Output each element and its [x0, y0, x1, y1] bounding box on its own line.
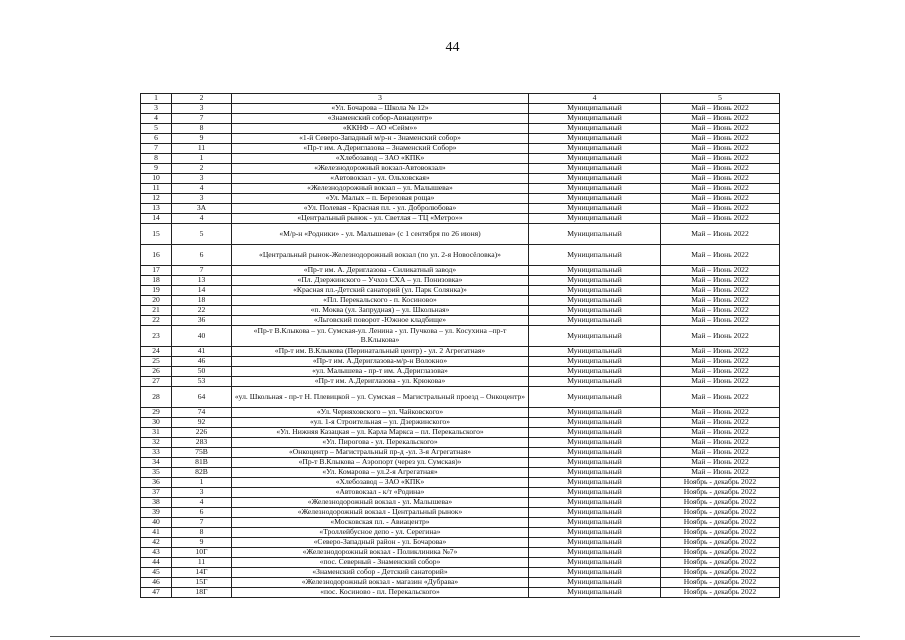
route-number-cell: 10Г [172, 548, 232, 558]
route-type-cell: Муниципальный [529, 468, 661, 478]
route-name-cell: «Знаменский собор - Детский санаторий» [232, 568, 529, 578]
row-index-cell: 8 [141, 154, 172, 164]
period-cell: Май – Июнь 2022 [661, 448, 780, 458]
table-header [141, 94, 780, 104]
period-cell: Ноябрь - декабрь 2022 [661, 568, 780, 578]
route-number-cell: 11 [172, 144, 232, 154]
route-name-cell: «ул. Школьная - пр-т Н. Плевицкой – ул. Сумская – Магистральный проезд – Онкоцентр» [232, 387, 529, 408]
route-name-cell: «Пр-т им. В.Клыкова (Перинатальный центр) - ул. 2 Агрегатная» [232, 347, 529, 357]
table-row [141, 588, 780, 598]
row-index-cell: 21 [141, 306, 172, 316]
row-index-cell: 11 [141, 184, 172, 194]
route-type-cell: Муниципальный [529, 498, 661, 508]
route-name-cell: «Автовокзал - к/т «Родина» [232, 488, 529, 498]
route-type-cell: Муниципальный [529, 326, 661, 347]
route-number-cell: 3 [172, 174, 232, 184]
period-cell: Ноябрь - декабрь 2022 [661, 518, 780, 528]
route-name-cell: «Северо-Западный район - ул. Бочарова» [232, 538, 529, 548]
route-type-cell: Муниципальный [529, 568, 661, 578]
route-name-cell: «Железнодорожный вокзал-Автовокзал» [232, 164, 529, 174]
row-index-cell: 47 [141, 588, 172, 598]
route-type-cell: Муниципальный [529, 164, 661, 174]
route-number-cell: 4 [172, 214, 232, 224]
route-type-cell: Муниципальный [529, 276, 661, 286]
route-type-cell: Муниципальный [529, 144, 661, 154]
table-body [141, 104, 780, 598]
route-type-cell: Муниципальный [529, 548, 661, 558]
table-row [141, 194, 780, 204]
route-number-cell: 6 [172, 245, 232, 266]
row-index-cell: 33 [141, 448, 172, 458]
route-number-cell: 82В [172, 468, 232, 478]
route-number-cell: 41 [172, 347, 232, 357]
table-row [141, 316, 780, 326]
route-name-cell: «Ул. Нижняя Казацкая – ул. Карла Маркса – пл. Перекальского» [232, 428, 529, 438]
period-cell: Ноябрь - декабрь 2022 [661, 498, 780, 508]
period-cell: Май – Июнь 2022 [661, 224, 780, 245]
period-cell: Май – Июнь 2022 [661, 164, 780, 174]
route-number-cell: 36 [172, 316, 232, 326]
route-type-cell: Муниципальный [529, 286, 661, 296]
route-type-cell: Муниципальный [529, 458, 661, 468]
period-cell: Май – Июнь 2022 [661, 468, 780, 478]
table-row [141, 224, 780, 245]
route-type-cell: Муниципальный [529, 204, 661, 214]
period-cell: Ноябрь - декабрь 2022 [661, 508, 780, 518]
period-cell: Май – Июнь 2022 [661, 408, 780, 418]
period-cell: Ноябрь - декабрь 2022 [661, 538, 780, 548]
period-cell: Май – Июнь 2022 [661, 367, 780, 377]
table-row [141, 184, 780, 194]
route-type-cell: Муниципальный [529, 578, 661, 588]
row-index-cell: 20 [141, 296, 172, 306]
table-row [141, 458, 780, 468]
row-index-cell: 4 [141, 114, 172, 124]
row-index-cell: 15 [141, 224, 172, 245]
route-number-cell: 226 [172, 428, 232, 438]
route-type-cell: Муниципальный [529, 306, 661, 316]
route-number-cell: 6 [172, 508, 232, 518]
period-cell: Май – Июнь 2022 [661, 134, 780, 144]
table-row [141, 214, 780, 224]
table-row [141, 367, 780, 377]
period-cell: Май – Июнь 2022 [661, 326, 780, 347]
table-row [141, 286, 780, 296]
route-number-cell: 1 [172, 154, 232, 164]
table-row [141, 296, 780, 306]
period-cell: Май – Июнь 2022 [661, 276, 780, 286]
route-name-cell: «пос. Косиново - пл. Перекальского» [232, 588, 529, 598]
table-row [141, 408, 780, 418]
route-number-cell: 13 [172, 276, 232, 286]
route-number-cell: 53 [172, 377, 232, 387]
table-row [141, 164, 780, 174]
route-type-cell: Муниципальный [529, 224, 661, 245]
table-row [141, 538, 780, 548]
page-number: 44 [445, 40, 460, 55]
route-name-cell: «Троллейбусное депо - ул. Серегина» [232, 528, 529, 538]
period-cell: Май – Июнь 2022 [661, 418, 780, 428]
row-index-cell: 29 [141, 408, 172, 418]
route-type-cell: Муниципальный [529, 528, 661, 538]
route-number-cell: 4 [172, 498, 232, 508]
route-name-cell: «Железнодорожный вокзал – ул. Малышева» [232, 184, 529, 194]
route-name-cell: «Пр-т им. А.Дериглазова – Знаменский Собор» [232, 144, 529, 154]
route-type-cell: Муниципальный [529, 377, 661, 387]
table-row [141, 418, 780, 428]
route-number-cell: 8 [172, 124, 232, 134]
header-col-3: 3 [232, 94, 529, 104]
row-index-cell: 24 [141, 347, 172, 357]
period-cell: Май – Июнь 2022 [661, 316, 780, 326]
table-row [141, 245, 780, 266]
row-index-cell: 40 [141, 518, 172, 528]
period-cell: Ноябрь - декабрь 2022 [661, 588, 780, 598]
row-index-cell: 12 [141, 194, 172, 204]
period-cell: Май – Июнь 2022 [661, 144, 780, 154]
route-type-cell: Муниципальный [529, 134, 661, 144]
route-name-cell: «Ул. Малых – п. Березовая роща» [232, 194, 529, 204]
period-cell: Май – Июнь 2022 [661, 174, 780, 184]
route-type-cell: Муниципальный [529, 104, 661, 114]
table-row [141, 114, 780, 124]
route-name-cell: «Ул. Полевая - Красная пл. - ул. Добролюбова» [232, 204, 529, 214]
table-row [141, 478, 780, 488]
route-number-cell: 75В [172, 448, 232, 458]
route-name-cell: «Ул. Комарова – ул.2-я Агрегатная» [232, 468, 529, 478]
route-name-cell: «М/р-н «Родники» - ул. Малышева» (с 1 сентября по 26 июня) [232, 224, 529, 245]
route-name-cell: «ул. Малышева - пр-т им. А.Дериглазова» [232, 367, 529, 377]
row-index-cell: 17 [141, 266, 172, 276]
route-type-cell: Муниципальный [529, 538, 661, 548]
route-name-cell: «Центральный рынок-Железнодорожный вокзал (по ул. 2-я Новосёловка)» [232, 245, 529, 266]
route-number-cell: 14Г [172, 568, 232, 578]
route-type-cell: Муниципальный [529, 448, 661, 458]
table-row [141, 428, 780, 438]
route-name-cell: «Красная пл.-Детский санаторий (ул. Парк Солянка)» [232, 286, 529, 296]
row-index-cell: 22 [141, 316, 172, 326]
row-index-cell: 28 [141, 387, 172, 408]
table-row [141, 347, 780, 357]
table-row [141, 548, 780, 558]
row-index-cell: 25 [141, 357, 172, 367]
period-cell: Май – Июнь 2022 [661, 194, 780, 204]
row-index-cell: 35 [141, 468, 172, 478]
route-type-cell: Муниципальный [529, 588, 661, 598]
period-cell: Май – Июнь 2022 [661, 124, 780, 134]
period-cell: Ноябрь - декабрь 2022 [661, 478, 780, 488]
route-name-cell: «Железнодорожный вокзал - Поликлиника №7» [232, 548, 529, 558]
route-name-cell: «Ул. Черняховского – ул. Чайковского» [232, 408, 529, 418]
route-type-cell: Муниципальный [529, 367, 661, 377]
row-index-cell: 18 [141, 276, 172, 286]
route-name-cell: «Онкоцентр – Магистральный пр-д -ул. 3-я Агрегатная» [232, 448, 529, 458]
route-type-cell: Муниципальный [529, 124, 661, 134]
route-number-cell: 7 [172, 114, 232, 124]
row-index-cell: 9 [141, 164, 172, 174]
table-row [141, 306, 780, 316]
route-name-cell: «Железнодорожный вокзал - ул. Малышева» [232, 498, 529, 508]
period-cell: Ноябрь - декабрь 2022 [661, 578, 780, 588]
period-cell: Май – Июнь 2022 [661, 266, 780, 276]
route-number-cell: 22 [172, 306, 232, 316]
period-cell: Май – Июнь 2022 [661, 296, 780, 306]
route-name-cell: «Пр-т им. А. Дериглазова - Силикатный завод» [232, 266, 529, 276]
route-type-cell: Муниципальный [529, 488, 661, 498]
table-row [141, 488, 780, 498]
table-row [141, 204, 780, 214]
route-type-cell: Муниципальный [529, 438, 661, 448]
route-name-cell: «Пр-т им. А.Дериглазова - ул. Крюкова» [232, 377, 529, 387]
row-index-cell: 10 [141, 174, 172, 184]
route-type-cell: Муниципальный [529, 114, 661, 124]
row-index-cell: 30 [141, 418, 172, 428]
row-index-cell: 37 [141, 488, 172, 498]
route-number-cell: 15Г [172, 578, 232, 588]
row-index-cell: 6 [141, 134, 172, 144]
period-cell: Ноябрь - декабрь 2022 [661, 528, 780, 538]
route-type-cell: Муниципальный [529, 245, 661, 266]
route-number-cell: 18Г [172, 588, 232, 598]
table-row [141, 266, 780, 276]
period-cell: Май – Июнь 2022 [661, 114, 780, 124]
row-index-cell: 41 [141, 528, 172, 538]
route-name-cell: «Пл. Перекальского - п. Косиново» [232, 296, 529, 306]
period-cell: Май – Июнь 2022 [661, 306, 780, 316]
route-number-cell: 92 [172, 418, 232, 428]
row-index-cell: 36 [141, 478, 172, 488]
route-type-cell: Муниципальный [529, 408, 661, 418]
route-number-cell: 7 [172, 266, 232, 276]
period-cell: Май – Июнь 2022 [661, 357, 780, 367]
route-number-cell: 3 [172, 104, 232, 114]
route-type-cell: Муниципальный [529, 174, 661, 184]
table-row [141, 154, 780, 164]
row-index-cell: 26 [141, 367, 172, 377]
route-type-cell: Муниципальный [529, 478, 661, 488]
route-number-cell: 50 [172, 367, 232, 377]
table-row [141, 498, 780, 508]
route-type-cell: Муниципальный [529, 184, 661, 194]
table-row [141, 568, 780, 578]
period-cell: Май – Июнь 2022 [661, 286, 780, 296]
route-number-cell: 14 [172, 286, 232, 296]
period-cell: Май – Июнь 2022 [661, 104, 780, 114]
route-name-cell: «Ул. Бочарова – Школа № 12» [232, 104, 529, 114]
route-number-cell: 4 [172, 184, 232, 194]
table-row [141, 558, 780, 568]
route-name-cell: «Знаменский собор-Авиацентр» [232, 114, 529, 124]
route-type-cell: Муниципальный [529, 266, 661, 276]
route-type-cell: Муниципальный [529, 316, 661, 326]
route-type-cell: Муниципальный [529, 194, 661, 204]
route-name-cell: «Московская пл. - Авиацентр» [232, 518, 529, 528]
header-col-5: 5 [661, 94, 780, 104]
period-cell: Май – Июнь 2022 [661, 214, 780, 224]
row-index-cell: 44 [141, 558, 172, 568]
row-index-cell: 38 [141, 498, 172, 508]
route-number-cell: 8 [172, 528, 232, 538]
period-cell: Май – Июнь 2022 [661, 438, 780, 448]
route-name-cell: «пос. Северный - Знаменский собор» [232, 558, 529, 568]
route-name-cell: «Хлебозавод – ЗАО «КПК» [232, 154, 529, 164]
route-type-cell: Муниципальный [529, 357, 661, 367]
period-cell: Май – Июнь 2022 [661, 154, 780, 164]
route-number-cell: 11 [172, 558, 232, 568]
row-index-cell: 3 [141, 104, 172, 114]
route-number-cell: 1 [172, 478, 232, 488]
row-index-cell: 45 [141, 568, 172, 578]
route-number-cell: 46 [172, 357, 232, 367]
route-number-cell: 40 [172, 326, 232, 347]
route-number-cell: 9 [172, 134, 232, 144]
row-index-cell: 42 [141, 538, 172, 548]
route-name-cell: «Железнодорожный вокзал - магазин «Дубрава» [232, 578, 529, 588]
route-name-cell: «Льговский поворот -Южное кладбище» [232, 316, 529, 326]
period-cell: Май – Июнь 2022 [661, 387, 780, 408]
row-index-cell: 39 [141, 508, 172, 518]
table-row [141, 508, 780, 518]
route-name-cell: «Ул. Пирогова - ул. Перекальского» [232, 438, 529, 448]
header-col-1: 1 [141, 94, 172, 104]
route-number-cell: 5 [172, 224, 232, 245]
table-row [141, 438, 780, 448]
period-cell: Май – Июнь 2022 [661, 204, 780, 214]
period-cell: Ноябрь - декабрь 2022 [661, 558, 780, 568]
route-number-cell: 2 [172, 164, 232, 174]
route-type-cell: Муниципальный [529, 154, 661, 164]
route-name-cell: «п. Моква (ул. Запрудная) – ул. Школьная» [232, 306, 529, 316]
page-bottom-rule [50, 636, 860, 637]
row-index-cell: 46 [141, 578, 172, 588]
route-type-cell: Муниципальный [529, 347, 661, 357]
route-name-cell: «Пр-т им. А.Дериглазова-м/р-н Волокно» [232, 357, 529, 367]
route-type-cell: Муниципальный [529, 387, 661, 408]
table-row [141, 326, 780, 347]
table-row [141, 578, 780, 588]
row-index-cell: 34 [141, 458, 172, 468]
route-number-cell: 7 [172, 518, 232, 528]
period-cell: Ноябрь - декабрь 2022 [661, 488, 780, 498]
route-type-cell: Муниципальный [529, 508, 661, 518]
route-name-cell: «ККНФ – АО «Сейм»» [232, 124, 529, 134]
table-row [141, 134, 780, 144]
route-type-cell: Муниципальный [529, 418, 661, 428]
route-number-cell: 3 [172, 488, 232, 498]
route-type-cell: Муниципальный [529, 214, 661, 224]
route-type-cell: Муниципальный [529, 518, 661, 528]
period-cell: Май – Июнь 2022 [661, 184, 780, 194]
route-number-cell: 3 [172, 194, 232, 204]
route-number-cell: 64 [172, 387, 232, 408]
row-index-cell: 23 [141, 326, 172, 347]
table-row [141, 387, 780, 408]
period-cell: Май – Июнь 2022 [661, 347, 780, 357]
period-cell: Ноябрь - декабрь 2022 [661, 548, 780, 558]
table-row [141, 528, 780, 538]
route-type-cell: Муниципальный [529, 296, 661, 306]
header-col-4: 4 [529, 94, 661, 104]
route-name-cell: «Железнодорожный вокзал - Центральный рынок» [232, 508, 529, 518]
row-index-cell: 7 [141, 144, 172, 154]
route-name-cell: «Центральный рынок - ул. Светлая – ТЦ «Метро»» [232, 214, 529, 224]
route-name-cell: «Автовокзал - ул. Ольховская» [232, 174, 529, 184]
route-number-cell: 74 [172, 408, 232, 418]
table-row [141, 144, 780, 154]
route-type-cell: Муниципальный [529, 428, 661, 438]
route-number-cell: 3А [172, 204, 232, 214]
route-number-cell: 9 [172, 538, 232, 548]
period-cell: Май – Июнь 2022 [661, 377, 780, 387]
period-cell: Май – Июнь 2022 [661, 245, 780, 266]
route-name-cell: «Пр-т В.Клыкова – Аэропорт (через ул. Сумская)» [232, 458, 529, 468]
route-name-cell: «Пр-т В.Клыкова – ул. Сумская-ул. Ленина - ул. Пучкова – ул. Косухина –пр-т В.Клыкова» [232, 326, 529, 347]
row-index-cell: 16 [141, 245, 172, 266]
row-index-cell: 14 [141, 214, 172, 224]
period-cell: Май – Июнь 2022 [661, 458, 780, 468]
table-row [141, 357, 780, 367]
table-row [141, 174, 780, 184]
route-number-cell: 81В [172, 458, 232, 468]
table-row [141, 124, 780, 134]
row-index-cell: 5 [141, 124, 172, 134]
route-name-cell: «1-й Северо-Западный м/р-н - Знаменский собор» [232, 134, 529, 144]
row-index-cell: 19 [141, 286, 172, 296]
table-row [141, 448, 780, 458]
header-row [141, 94, 780, 104]
route-number-cell: 18 [172, 296, 232, 306]
row-index-cell: 13 [141, 204, 172, 214]
route-name-cell: «ул. 1-я Строительная – ул. Дзержинского» [232, 418, 529, 428]
row-index-cell: 32 [141, 438, 172, 448]
row-index-cell: 31 [141, 428, 172, 438]
route-name-cell: «Хлебозавод – ЗАО «КПК» [232, 478, 529, 488]
row-index-cell: 27 [141, 377, 172, 387]
table-row [141, 276, 780, 286]
route-name-cell: «Пл. Дзержинского – Учхоз СХА – ул. Понизовка» [232, 276, 529, 286]
period-cell: Май – Июнь 2022 [661, 428, 780, 438]
routes-table [140, 93, 780, 598]
route-number-cell: 283 [172, 438, 232, 448]
table-row [141, 377, 780, 387]
row-index-cell: 43 [141, 548, 172, 558]
route-type-cell: Муниципальный [529, 558, 661, 568]
header-col-2: 2 [172, 94, 232, 104]
table-row [141, 518, 780, 528]
table-row [141, 468, 780, 478]
table-row [141, 104, 780, 114]
